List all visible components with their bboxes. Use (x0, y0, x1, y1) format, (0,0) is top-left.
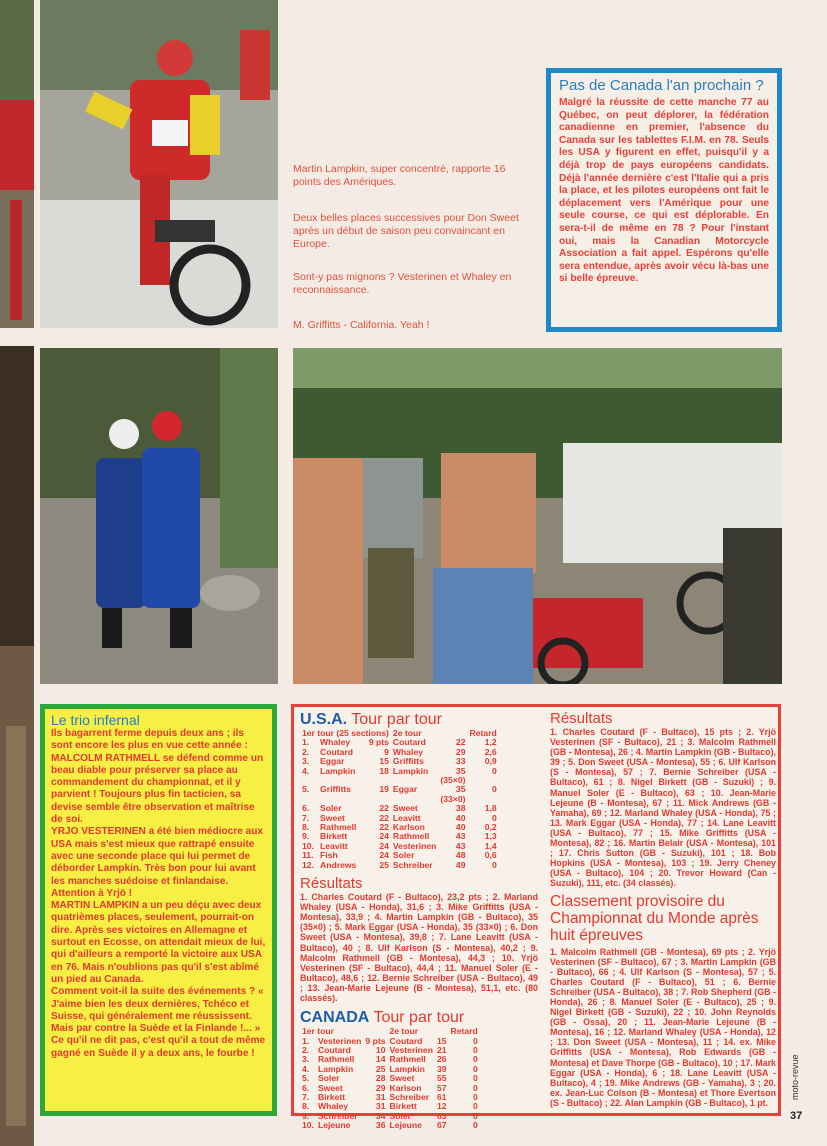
table-header-cell: 1er tour (25 sections) (302, 728, 389, 738)
trio-infernal-box (40, 704, 277, 1116)
table-cell: 9 (384, 746, 389, 757)
page-number: 37 (790, 1110, 803, 1122)
table-cell: 57 (436, 1082, 447, 1093)
table-cell: 67 (436, 1120, 447, 1131)
table-cell: 39 (436, 1063, 447, 1074)
table-cell: 1,4 (484, 840, 497, 851)
table-cell: Vesterinen (392, 840, 437, 851)
table-cell: 0 (491, 765, 497, 776)
table-cell: Whaley (320, 737, 351, 748)
table-cell: 2. (302, 746, 310, 757)
canada-header: CANADA Tour par tour (300, 1009, 465, 1027)
table-cell: 3. (302, 1054, 310, 1065)
photo-vesterinen-whaley (40, 348, 278, 684)
table-cell: Griffitts (392, 756, 424, 767)
results-right-column (550, 711, 776, 1108)
table-cell: Griffitts (320, 784, 352, 795)
table-cell: 18 (379, 765, 389, 776)
table-cell: 0,9 (484, 756, 497, 767)
table-header-cell: Retard (450, 1026, 478, 1037)
table-cell: Coutard (392, 737, 426, 748)
usa-header: U.S.A. Tour par tour (300, 711, 442, 728)
table-cell: 10. (302, 840, 314, 851)
results-box (291, 704, 781, 1131)
table-cell: 2. (302, 1044, 310, 1055)
table-cell: Sweet (389, 1073, 415, 1084)
table-cell: 12. (302, 859, 314, 870)
table-cell: 8. (302, 822, 310, 833)
table-row (300, 1121, 480, 1130)
table-cell: 1,3 (484, 831, 497, 842)
table-cell: 24 (379, 850, 389, 861)
table-cell: 0 (491, 859, 497, 870)
canada-results-text: 1. Charles Coutard (F - Bultaco), 15 pts ; 2. Yrjö Vesterinen (SF - Bultaco), 21 ; 3. Malcolm Rathmell (GB - Montesa), 26 ; 4. Martin Lampkin (GB - Bultaco), 39 ; 5. Don Sweet (USA - Montesa), 55 ; 6. Ulf Karlson (S - Montesa), 57 ; 7. Bernie Schreiber (USA -Bultaco), 61 ; 8. Nigel Birkett (GB - Suzuki) ; 9. Manuel Soler (E - Bultaco), 63 ; 10. Jean-Marie Lejeune (B - Montesa), 67 ; 11. Mick Andrews (GB - Yamaha), 69 ; 12. Marland Whaley (USA - Honda), 75 ; 13. Mark Eggar (USA - Honda), 77 ; 14. Lane Leavitt (USA - Bultaco), 77 ; 15. Mike Griffitts (USA - Montesa), 82 ; 16. Martin Belair (USA - Montesa), 101 ; 17. Chris Sutton (GB - Suzuki), 101 ; 18. Bob Hopkins (USA - Montesa), 103 ; 19. Jerry Cheney (USA - Bultaco), 104 ; 20. Trevor Howard (Can - Suzuki), 111, etc. (34 classés). (550, 727, 776, 889)
table-cell: 3. (302, 756, 310, 767)
table-cell: 0 (472, 1035, 478, 1046)
table-header-cell: 1er tour (302, 1026, 334, 1037)
table-cell: 22 (379, 822, 389, 833)
classement-title: Classement provisoire du Championnat du Monde après huit épreuves (550, 892, 759, 944)
table-cell: 31 (375, 1101, 386, 1112)
table-cell: Rathmell (320, 822, 357, 833)
table-cell: 0 (491, 812, 497, 823)
table-cell: Lampkin (389, 1063, 425, 1074)
table-cell: 63 (436, 1110, 447, 1121)
table-cell: Vesterinen (317, 1035, 362, 1046)
table-cell: 22 (455, 737, 466, 748)
table-cell: 4. (302, 765, 310, 776)
table-cell: 10. (302, 1120, 314, 1131)
table-header-cell: Retard (469, 728, 497, 738)
table-cell: Schreiber (392, 859, 433, 870)
canada-sidebar-box (546, 68, 782, 332)
table-cell: Andrews (320, 859, 357, 870)
table-cell: Soler (317, 1073, 340, 1084)
table-cell: 7. (302, 812, 310, 823)
table-cell: Schreiber (317, 1110, 358, 1121)
table-cell: Birkett (320, 831, 348, 842)
photo-edge-top (0, 0, 34, 328)
table-cell: 28 (375, 1073, 386, 1084)
table-cell: 43 (455, 840, 466, 851)
trio-paragraph: MALCOLM RATHMELL se défend comme un beau diable pour préserver sa place au commandement du championnat, et il y parvient ! Toujours plus fin tacticien, sa devise semble être observation et maîtrise de soi. (51, 752, 264, 826)
caption-vesterinen-whaley: Sont-y pas mignons ? Vesterinen et Whaley en reconnaissance. (293, 271, 512, 296)
table-cell: Sweet (320, 812, 345, 823)
table-cell: 0 (472, 1044, 478, 1055)
table-header-cell: 2e tour (392, 728, 422, 738)
table-cell: (35×0) (440, 775, 466, 786)
table-cell: 1. (302, 1035, 310, 1046)
table-cell: 43 (455, 831, 466, 842)
table-cell: Fish (320, 850, 338, 861)
table-cell: Coutard (389, 1035, 423, 1046)
table-cell: Karlson (389, 1082, 422, 1093)
table-cell: Coutard (320, 746, 353, 757)
table-cell: Eggar (320, 756, 345, 767)
table-cell: 7. (302, 1091, 310, 1102)
table-cell: 5. (302, 1073, 310, 1084)
usa-results-title: Résultats (300, 875, 363, 893)
table-cell: (33×0) (440, 793, 466, 804)
table-cell: Eggar (392, 784, 418, 795)
table-cell: 12 (436, 1101, 447, 1112)
canada-box-text: Malgré la réussite de cette manche 77 au Québec, on peut déplorer, la fédération canadienne en premier, l'absence du Canada sur les tablettes F.I.M. en 78. Seuls les USA y figurent en effet, puisqu'il y a déjà trop de pays européens candidats. Déjà l'année dernière c'est l'Italie qui a pris la place, et les pilotes européens ont fait le déplacement vers l'Amérique pour une seule course, ce qui est déplorable. En sera-t-il de même en 78 ? Pour l'instant oui, mais la Canadian Motorcycle Association a fait appel. Espérons qu'elle sera entendue, après avoir vécu là-bas une si belle épreuve. (559, 97, 769, 285)
table-cell: 22 (379, 803, 389, 814)
table-cell: 22 (379, 812, 389, 823)
table-cell: 2,6 (484, 746, 497, 757)
results-left-column (300, 711, 538, 1131)
photo-lampkin-rider (40, 0, 278, 328)
table-cell: Coutard (317, 1044, 351, 1055)
table-cell: 0 (472, 1082, 478, 1093)
trio-paragraph: MARTIN LAMPKIN a un peu déçu avec deux quatrièmes places, seulement, pourrait-on dire. Après ses victoires en Allemagne et surtout en Ecosse, on attendait mieux de lui, qui d'ailleurs a remporté la victoire aux USA en 76. Mais n'oublions pas qu'il s'est abîmé un pied au Canada. (51, 900, 266, 985)
table-cell: 6. (302, 803, 310, 814)
table-cell: Birkett (389, 1101, 417, 1112)
table-cell: 9 pts (365, 1035, 386, 1046)
table-cell: 31 (375, 1091, 386, 1102)
caption-sweet: Deux belles places successives pour Don Sweet après un début de saison peu convaincant en Europe. (293, 212, 519, 250)
table-row (300, 767, 499, 776)
table-cell: 15 (436, 1035, 447, 1046)
trio-paragraph: Ils bagarrent ferme depuis deux ans ; ils sont encore les plus en vue cette année : (51, 728, 248, 752)
table-cell: 55 (436, 1073, 447, 1084)
table-cell: Rathmell (389, 1054, 426, 1065)
table-cell: 35 (455, 784, 466, 795)
table-cell: 1,2 (484, 737, 497, 748)
table-cell: 40 (455, 812, 466, 823)
photo-edge-bottom (0, 346, 34, 1146)
table-cell: Lampkin (320, 765, 356, 776)
magazine-name: moto-revue (790, 1054, 800, 1100)
table-cell: 29 (455, 746, 466, 757)
photo-paddock (293, 348, 782, 684)
usa-results-text: 1. Charles Coutard (F - Bultaco), 23,2 pts ; 2. Marland Whaley (USA - Honda), 31,6 ; 3. Mike Griffitts (USA - Montesa), 33,9 ; 4. Martin Lampkin (GB - Bultaco), 35 (35×0) ; 5. Mark Eggar (USA - Honda), 35 (33×0) ; 6. Don Sweet (USA - Montesa), 39,8 ; 7. Lane Leavitt (USA - Bultaco), 40 ; 8. Ulf Karlson (S - Montesa), 40,2 ; 9. Malcolm Rathmell (GB - Montesa), 44,3 ; 10. Yrjö Vesterinen (SF - Bultaco), 44,4 ; 11. Manuel Soler (E - Bultaco), 48,6 ; 12. Bernie Schreiber (USA - Bultaco), 49 ; 13. Jean-Marie Lejeune (B - Montesa), 51,1, etc. (80 classés). (300, 892, 538, 1004)
table-cell: 49 (455, 859, 466, 870)
table-cell: Leavitt (392, 812, 421, 823)
table-cell: 0 (472, 1110, 478, 1121)
table-cell: 9 pts (368, 737, 389, 748)
table-cell: Sweet (392, 803, 418, 814)
table-cell: 25 (379, 859, 389, 870)
table-cell: 1. (302, 737, 310, 748)
table-cell: 26 (436, 1054, 447, 1065)
usa-table (300, 729, 499, 870)
table-cell: Whaley (392, 746, 424, 757)
caption-griffitts: M. Griffitts - California. Yeah ! (293, 319, 430, 331)
table-cell: 1,8 (484, 803, 497, 814)
table-cell: 33 (455, 756, 466, 767)
table-cell: 0 (491, 784, 497, 795)
table-header-cell: 2e tour (389, 1026, 419, 1037)
table-cell: 0 (472, 1063, 478, 1074)
table-cell: 0 (472, 1054, 478, 1065)
table-cell: Lampkin (392, 765, 429, 776)
trio-paragraph: Comment voit-il la suite des événements ? « J'aime bien les deux dernières, Tchéco et Suisse, qui généralement me réussissent. Mais par contre la Suède et la Finlande !... » Ce qu'il ne dit pas, c'est qu'il a tout de même gagné en Suède il y a deux ans, le fourbe ! (51, 986, 266, 1059)
table-cell: 14 (375, 1054, 386, 1065)
table-cell: 38 (455, 803, 466, 814)
table-cell: Vesterinen (389, 1044, 433, 1055)
table-row (300, 861, 499, 870)
table-cell: Birkett (317, 1091, 346, 1102)
table-cell: Soler (389, 1110, 411, 1121)
table-cell: 10 (375, 1044, 386, 1055)
table-cell: 15 (379, 756, 389, 767)
table-cell: 24 (379, 840, 389, 851)
trio-title: Le trio infernal (51, 712, 140, 728)
table-cell: Whaley (317, 1101, 349, 1112)
canada-table (300, 1027, 480, 1130)
trio-paragraph: YRJO VESTERINEN a été bien médiocre aux USA mais s'est mieux que rattrapé ensuite avec une seconde place qui lui permet de déborder Lampkin. Très bon pour lui avant les manches suédoise et finlandaise. Attention à Yrjö ! (51, 826, 264, 899)
table-cell: 34 (375, 1110, 386, 1121)
table-cell: 0,2 (484, 822, 497, 833)
table-cell: 8. (302, 1101, 310, 1112)
table-cell: 24 (379, 831, 389, 842)
table-cell: Lampkin (317, 1063, 354, 1074)
table-cell: Leavitt (320, 840, 348, 851)
table-cell: 9. (302, 831, 310, 842)
table-cell: Soler (320, 803, 342, 814)
table-cell: 0 (472, 1120, 478, 1131)
table-cell: Karlson (392, 822, 425, 833)
table-cell: 29 (375, 1082, 386, 1093)
table-cell: 0 (472, 1091, 478, 1102)
table-cell: 21 (436, 1044, 447, 1055)
table-cell: 5. (302, 784, 310, 795)
canada-box-title: Pas de Canada l'an prochain ? (559, 77, 764, 94)
table-cell: 11. (302, 850, 314, 861)
table-cell: 48 (455, 850, 466, 861)
table-cell: 6. (302, 1082, 310, 1093)
table-cell: 35 (455, 765, 466, 776)
table-cell: Schreiber (389, 1091, 430, 1102)
classement-text: 1. Malcolm Rathmell (GB - Montesa), 69 pts ; 2. Yrjö Vesterinen (SF - Bultaco), 67 ; 3. Martin Lampkin (GB - Bultaco), 66 ; 4. Ulf Karlson (S - Montesa), 57 ; 5. Charles Coutard (F - Bultaco), 51 ; 6. Bernie Schreiber (USA - Bultaco), 38 ; 7. Rob Shepherd (GB - Honda), 26 ; 8. Manuel Soler (E - Bultaco), 25 ; 9. Nigel Birkett (GB - Suzuki), 22 ; 10. John Reynolds (GB - Ossa), 20 ; 11. Jean-Marie Lejeune (B - Montesa), 16 ; 12. Marland Whaley (USA - Honda), 12 ; 13. Don Sweet (USA - Montesa), 11 ; 14. ex. Mike Griffitts (USA - Montesa), Rob Edwards (GB - Montesa) et Dave Thorpe (GB - Bultaco), 10 ; 17. Mark Eggar (USA - Honda), 6 ; 18. Lane Leavitt (USA - Bultaco), 4 ; 19. Mike Andrews (GB - Yamaha), 3 ; 20. ex. Jean-Luc Colson (B - Montesa) et Thore Evertson (S - Bultaco) ; 22. Alan Lampkin (GB - Bultaco), 1 pt. (550, 946, 776, 1108)
table-cell: 19 (379, 784, 389, 795)
table-cell: Lejeune (389, 1120, 422, 1131)
table-cell: 61 (436, 1091, 447, 1102)
table-cell: 40 (455, 822, 466, 833)
table-cell: 25 (375, 1063, 386, 1074)
table-row (300, 785, 499, 794)
canada-results-title: Résultats (550, 710, 613, 727)
table-cell: Rathmell (392, 831, 430, 842)
table-cell: Rathmell (317, 1054, 355, 1065)
table-cell: 9. (302, 1110, 310, 1121)
table-cell: Lejeune (317, 1120, 351, 1131)
table-cell: 0 (472, 1101, 478, 1112)
table-cell: 4. (302, 1063, 310, 1074)
table-cell: 0,6 (484, 850, 497, 861)
table-cell: Soler (392, 850, 415, 861)
table-cell: 0 (472, 1073, 478, 1084)
table-cell: Sweet (317, 1082, 343, 1093)
caption-lampkin: Martin Lampkin, super concentré, rapporte 16 points des Amériques. (293, 163, 506, 188)
table-cell: 36 (375, 1120, 386, 1131)
